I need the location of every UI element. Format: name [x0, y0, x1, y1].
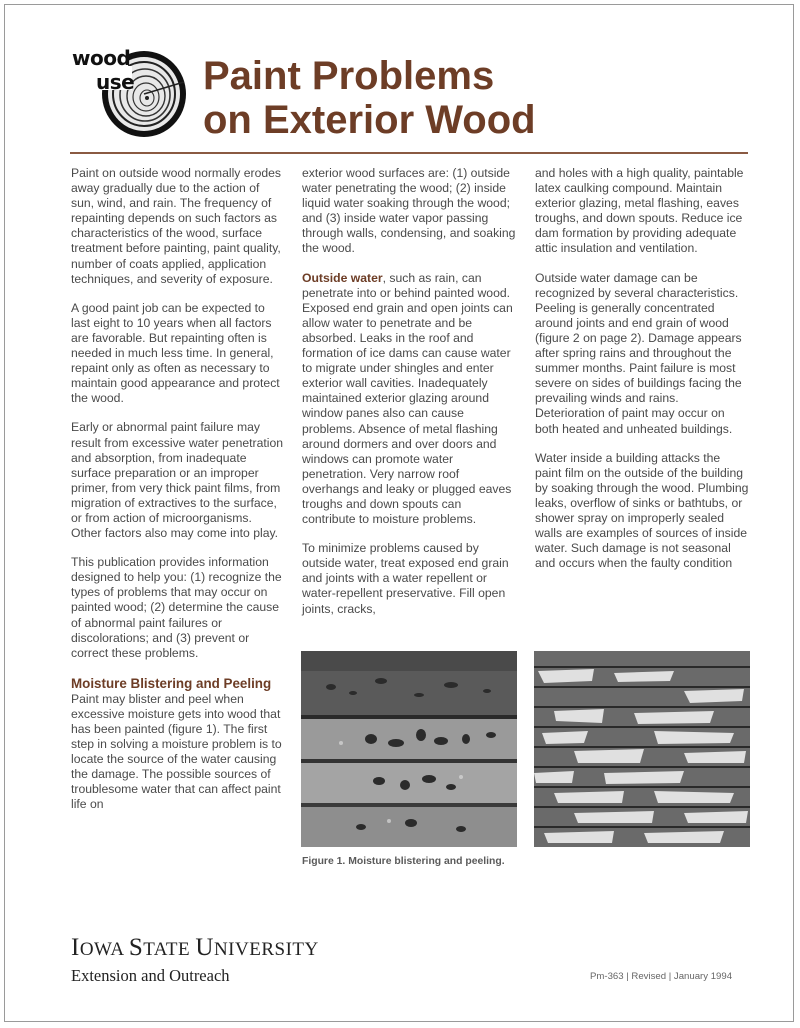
extension-outreach: Extension and Outreach [71, 966, 230, 985]
paragraph: A good paint job can be expected to last eight to 10 years when all factors are favorable. But repainting often is needed in much less time. In general, repaint only as often as necessary to maintain good appearance and protect the wood. [71, 300, 280, 406]
paragraph [302, 271, 516, 528]
paragraph: This publication provides information designed to help you: (1) recognize the types of problems that may occur on painted wood; (2) determine the cause of abnormal paint failures or discolorations; and (3) prevent or correct these problems. [71, 555, 282, 660]
figure-2-photo [534, 651, 750, 847]
title-divider [70, 152, 748, 154]
paragraph: To minimize problems caused by outside water, treat exposed end grain and joints with a water repellent or water-repellent preservative. Fill open joints, cracks, [302, 541, 509, 616]
initial: S [128, 934, 144, 961]
column-2 [302, 166, 516, 631]
paragraph-text: , such as rain, can penetrate into or behind painted wood. Exposed end grain and open joints can allow water to penetrate and be absorbed. Leaks in the roof and formation of ice dams can cause water to migrate under shingles and enter exterior wall cavities. Inadequately maintained exterior glazing around window panes also can cause problems. Absence of metal flashing around dormers and over doors and windows can promote water penetration. Very narrow roof overhangs and leaky or plugged eaves troughs and down spouts can contribute to moisture problems. [302, 270, 513, 527]
peeling-siding-image [534, 651, 750, 847]
page-title [203, 54, 536, 142]
small-caps: NIVERSITY [213, 939, 319, 960]
logo-word-use: use [96, 70, 135, 94]
title-line-2: on Exterior Wood [203, 98, 536, 142]
figure-1-photo [301, 651, 517, 847]
section-heading: Moisture Blistering and Peeling [71, 675, 272, 691]
university-name [71, 934, 319, 962]
paragraph: exterior wood surfaces are: (1) outside water penetrating the wood; (2) inside liquid water soaking through the wood; and (3) inside water vapor passing through walls, condensing, and soaking the wood. [302, 166, 516, 256]
initial: U [195, 934, 214, 961]
column-3 [535, 166, 749, 585]
logo-word-wood: wood [72, 46, 131, 70]
paragraph: Early or abnormal paint failure may result from excessive water penetration and absorption, from inadequate surface preparation or an improper primer, from very thick paint films, from migration of extractives to the surface, or from action of microorganisms. Other factors also may come into play. [71, 420, 284, 541]
blistered-siding-image [301, 651, 517, 847]
small-caps: TATE [143, 939, 196, 960]
small-caps: OWA [79, 939, 129, 960]
paragraph: Water inside a building attacks the paint film on the outside of the building by soaking through the wood. Plumbing leaks, overflow of sinks or bathtubs, or shower spray on improperly sealed walls are examples of sources of inside water. Such damage is not seasonal and occurs when the faulty condition [535, 450, 749, 571]
wood-use-logo [66, 42, 188, 142]
run-in-heading: Outside water [302, 270, 383, 285]
figure-1-caption: Figure 1. Moisture blistering and peeling. [302, 856, 505, 867]
title-line-1: Paint Problems [203, 54, 495, 98]
paragraph: Paint on outside wood normally erodes away gradually due to the action of sun, wind, and rain. The frequency of repainting depends on such factors as characteristics of the wood, surface treatment before painting, paint quality, number of coats applied, application techniques, and severity of exposure. [71, 166, 282, 286]
publication-info: Pm-363 | Revised | January 1994 [590, 971, 733, 982]
paragraph: and holes with a high quality, paintable latex caulking compound. Maintain exterior glazing, metal flashing, eaves troughs, and down spouts. Reduce ice dam formation by providing adequate attic insulation and ventilation. [535, 166, 744, 256]
paragraph: Outside water damage can be recognized by several characteristics. Peeling is generally concentrated around joints and end grain of wood (figure 2 on page 2). Damage appears after spring rains and throughout the summer months. Paint failure is most severe on sides of buildings facing the prevailing winds and rains. Deterioration of paint may occur on both heated and unheated buildings. [535, 270, 742, 436]
column-1 [71, 166, 285, 827]
paragraph: Paint may blister and peel when excessive moisture gets into wood that has been painted (figure 1). The first step in solving a moisture problem is to locate the source of the water causing the damage. The possible sources of troublesome water that can affect paint life on [71, 691, 282, 812]
initial: I [71, 934, 80, 961]
